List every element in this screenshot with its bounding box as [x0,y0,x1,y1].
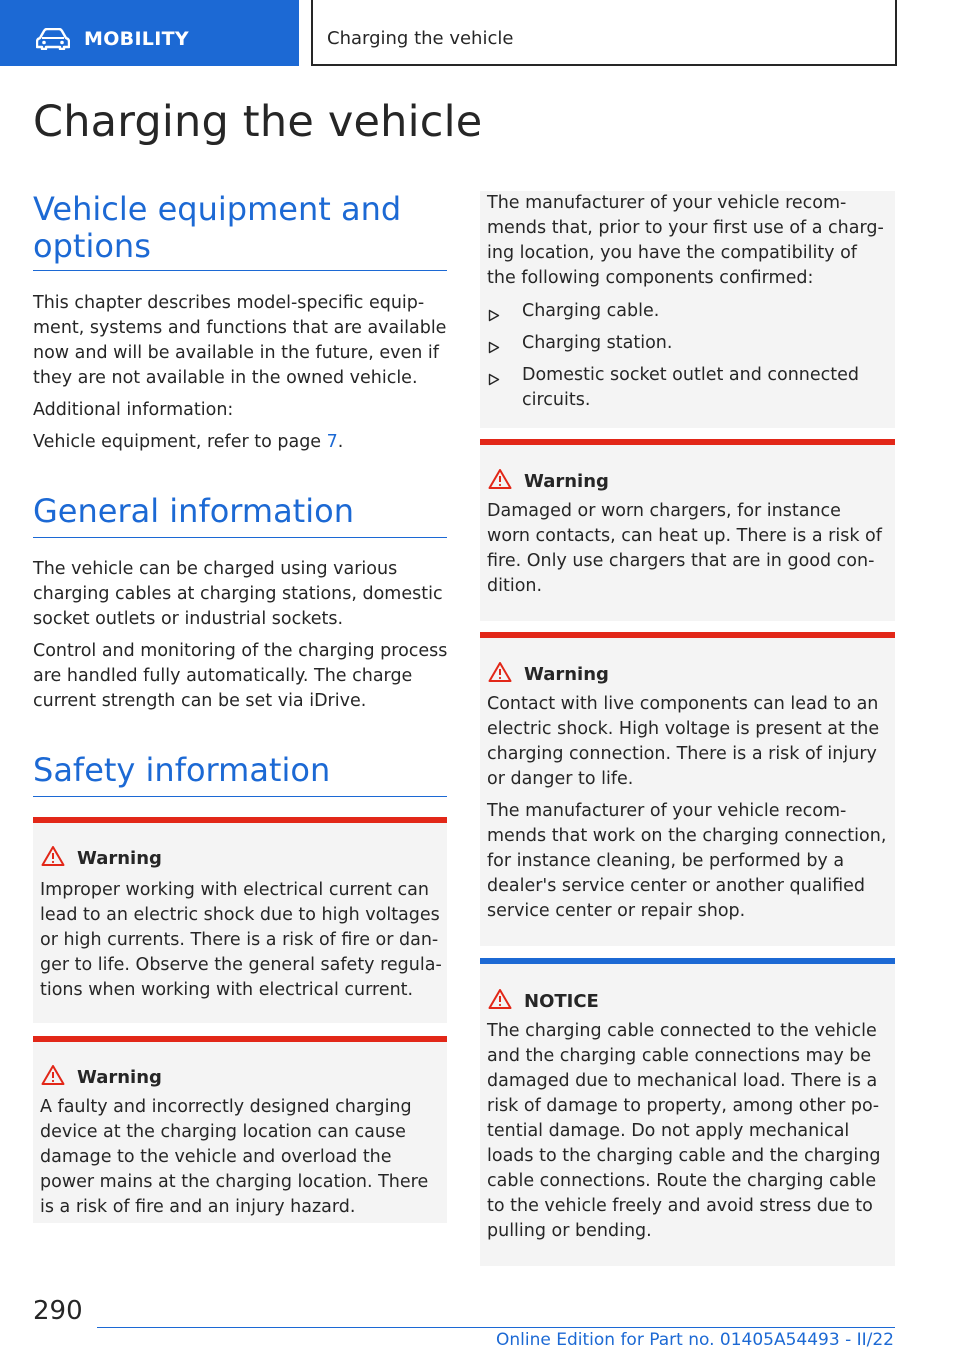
warning-heading-text: Warning [77,848,162,869]
page-number: 290 [33,1296,83,1326]
compatibility-box [480,191,895,428]
section-title-safety: Safety information [33,751,331,789]
triangle-bullet-icon [488,369,500,394]
reference-prefix: Vehicle equipment, refer to page [33,432,327,452]
warning-triangle-icon [41,845,65,872]
general-paragraph: The vehicle can be charged using various charging cables at charging stations, domestic socket outlets or industrial sockets. [33,559,443,629]
notice-bar [480,958,895,964]
notice-heading [488,988,599,1015]
section-title-general: General information [33,492,354,530]
triangle-bullet-icon [488,305,500,330]
warning-box [33,1036,447,1223]
notice-heading-text: NOTICE [524,991,599,1012]
warning-heading [41,1064,162,1091]
section-title-equipment: Vehicle equipment and options [33,190,402,265]
equipment-reference [33,430,449,455]
warning-text: Contact with live components can lead to an electric shock. High voltage is present at the charging connection. There is a risk of injury or danger to life. [487,694,880,789]
notice-box [480,958,895,1266]
additional-info-label: Additional information: [33,400,234,420]
list-item-text: Domestic socket outlet and connected circuits. [522,365,860,410]
page-link[interactable]: 7 [326,432,338,452]
equipment-paragraph: This chapter describes model-specific equip‐ment, systems and functions that are available now and will be available in the future, even if they are not available in the owned vehicle. [33,293,447,388]
warning-text: Improper working with electrical current can lead to an electric shock due to high voltages or high currents. There is a risk of fire or dan‐ger to life. Observe the general safety regula‐tions when working with electrical current. [40,880,442,1000]
warning-heading [488,661,609,688]
general-paragraph: Control and monitoring of the charging process are handled fully automatically. The charge current strength can be set via iDrive. [33,641,448,711]
warning-bar [480,632,895,638]
header-tab-mobility[interactable] [0,0,299,66]
header-tab-label: MOBILITY [84,28,189,50]
warning-box [480,439,895,621]
section-rule [33,270,447,271]
warning-text: The manufacturer of your vehicle recom‐mends that work on the charging connection, for instance cleaning, be performed by a dealer's service center or another qualified service center or repair shop. [487,801,887,921]
warning-box [480,632,895,946]
warning-bar [33,1036,447,1042]
warning-triangle-icon [41,1064,65,1091]
warning-box [33,817,447,1023]
notice-text: The charging cable connected to the vehicle and the charging cable connections may be damaged due to mechanical load. There is a risk of damage to property, among other po‐tential damage. Do not apply mechanical loads to the charging cable and the charging cable connections. Route the charging cable to the vehicle freely and avoid stress due to pulling or bending. [487,1021,881,1241]
list-item-text: Charging cable. [522,301,660,321]
warning-text: A faulty and incorrectly designed charging device at the charging location can cause damage to the vehicle and overload the power mains at the charging location. There is a risk of fire and an injury hazard. [40,1097,429,1217]
warning-heading-text: Warning [524,471,609,492]
header-section-box [311,0,897,66]
warning-heading-text: Warning [524,664,609,685]
triangle-bullet-icon [488,337,500,362]
warning-bar [33,817,447,823]
warning-triangle-icon [488,468,512,495]
section-rule [33,796,447,797]
warning-bar [480,439,895,445]
car-icon [36,28,70,54]
footer-rule [97,1327,895,1328]
reference-suffix: . [337,432,344,452]
page-title: Charging the vehicle [33,97,483,147]
warning-triangle-icon [488,661,512,688]
warning-triangle-icon [488,988,512,1015]
warning-heading [41,845,162,872]
warning-text: Damaged or worn chargers, for instance worn contacts, can heat up. There is a risk of fire. Only use chargers that are in good con‐dition. [487,501,882,596]
footer-edition: Online Edition for Part no. 01405A54493 - II/22 [495,1330,894,1350]
compatibility-text: The manufacturer of your vehicle recom‐mends that, prior to your first use of a charg‐ing location, you have the compatibility of the following components confirmed: [487,193,884,288]
header-section-title: Charging the vehicle [327,28,514,49]
list-item-text: Charging station. [522,333,673,353]
section-rule [33,537,447,538]
warning-heading [488,468,609,495]
warning-heading-text: Warning [77,1067,162,1088]
